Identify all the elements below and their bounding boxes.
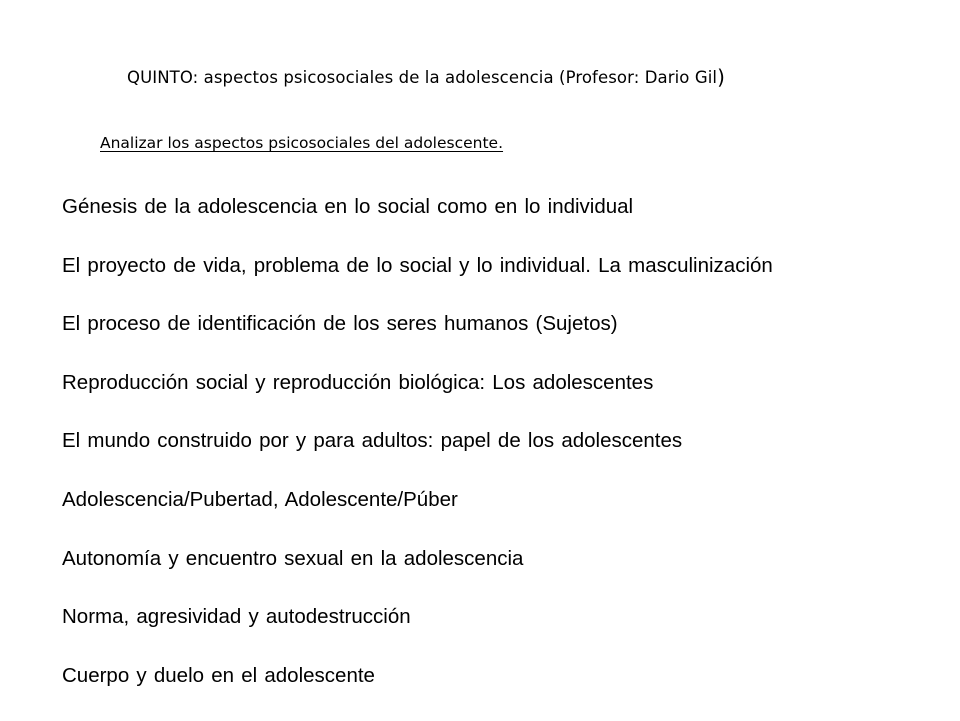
slide-title	[127, 65, 725, 89]
topic-item: El proceso de identificación de los seres humanos (Sujetos)	[62, 312, 618, 336]
topic-item: Cuerpo y duelo en el adolescente	[62, 663, 375, 687]
slide-title-closing-paren: )	[717, 65, 725, 89]
topic-item: Reproducción social y reproducción biológica: Los adolescentes	[62, 370, 654, 394]
topic-item: El proyecto de vida, problema de lo social y lo individual. La masculinización	[62, 253, 773, 277]
topic-item: Adolescencia/Pubertad, Adolescente/Púber	[62, 487, 458, 511]
topic-item: Génesis de la adolescencia en lo social como en lo individual	[62, 195, 634, 218]
topic-item: Norma, agresividad y autodestrucción	[62, 605, 411, 629]
topic-item: Autonomía y encuentro sexual en la adolescencia	[62, 546, 524, 570]
objective-text: Analizar los aspectos psicosociales del adolescente.	[100, 134, 504, 152]
topic-item: El mundo construido por y para adultos: papel de los adolescentes	[62, 429, 683, 453]
slide-title-text: QUINTO: aspectos psicosociales de la adolescencia (Profesor: Dario Gil	[127, 68, 718, 87]
topic-list	[62, 194, 773, 721]
